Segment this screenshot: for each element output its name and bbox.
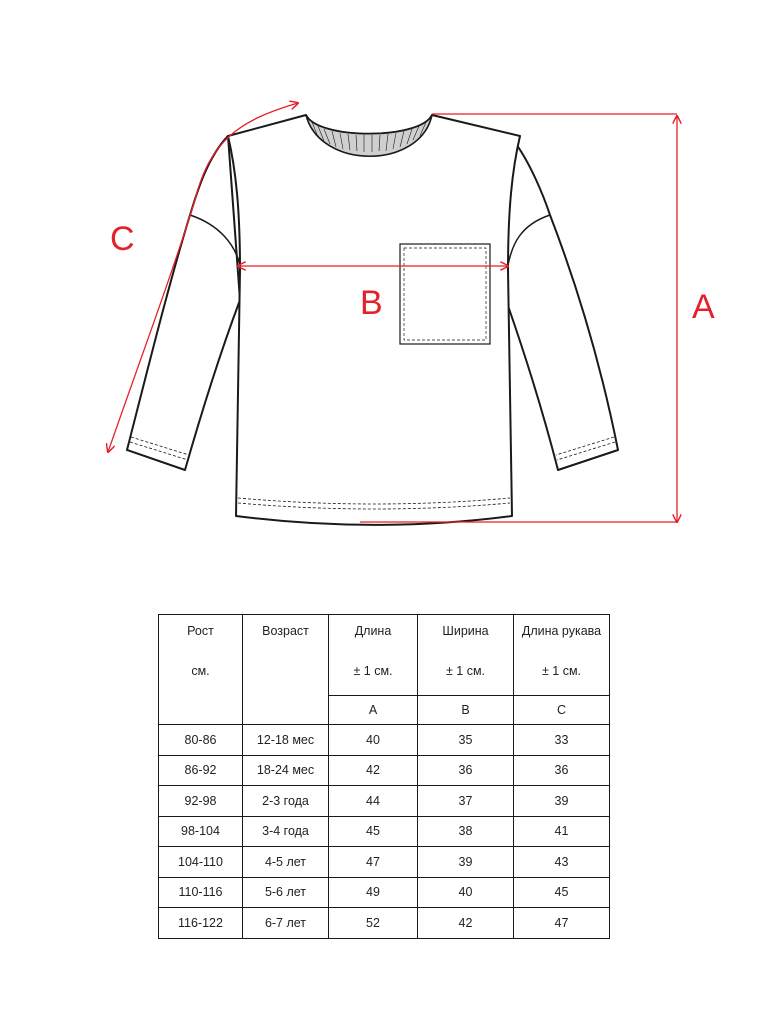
cell-width: 42 [418,908,514,939]
header-length: Длина ± 1 см. [329,615,418,696]
cell-sleeve: 39 [514,786,610,817]
dimension-a-label: A [692,288,715,326]
table-row [159,877,610,908]
cell-width: 37 [418,786,514,817]
cell-height: 116-122 [159,908,243,939]
cell-width: 38 [418,816,514,847]
cell-sleeve: 33 [514,725,610,756]
header-width: Ширина ± 1 см. [418,615,514,696]
table-header-row [159,615,610,696]
cell-length: 45 [329,816,418,847]
cell-height: 92-98 [159,786,243,817]
right-sleeve [506,136,618,470]
cell-length: 40 [329,725,418,756]
table-row [159,786,610,817]
dimension-b-label: B [360,284,383,322]
size-table [158,614,610,939]
cell-height: 98-104 [159,816,243,847]
letter-sleeve: C [514,696,610,725]
cell-length: 44 [329,786,418,817]
cell-length: 42 [329,755,418,786]
cell-age: 18-24 мес [243,755,329,786]
left-sleeve [127,136,240,470]
cell-age: 2-3 года [243,786,329,817]
cell-length: 49 [329,877,418,908]
header-age: Возраст [243,615,329,725]
cell-sleeve: 43 [514,847,610,878]
cell-age: 5-6 лет [243,877,329,908]
cell-sleeve: 45 [514,877,610,908]
cell-width: 36 [418,755,514,786]
dimension-c-label: C [110,220,135,258]
cell-height: 86-92 [159,755,243,786]
cell-age: 3-4 года [243,816,329,847]
letter-length: A [329,696,418,725]
header-height: Рост см. [159,615,243,725]
cell-age: 4-5 лет [243,847,329,878]
cell-height: 104-110 [159,847,243,878]
table-row [159,847,610,878]
table-row [159,755,610,786]
cell-length: 47 [329,847,418,878]
cell-age: 6-7 лет [243,908,329,939]
table-row [159,908,610,939]
chest-pocket [400,244,490,344]
cell-length: 52 [329,908,418,939]
cell-sleeve: 47 [514,908,610,939]
cell-width: 40 [418,877,514,908]
cell-sleeve: 41 [514,816,610,847]
cell-width: 39 [418,847,514,878]
cell-sleeve: 36 [514,755,610,786]
cell-height: 80-86 [159,725,243,756]
cell-age: 12-18 мес [243,725,329,756]
header-sleeve: Длина рукава ± 1 см. [514,615,610,696]
table-row [159,816,610,847]
cell-height: 110-116 [159,877,243,908]
table-row [159,725,610,756]
cell-width: 35 [418,725,514,756]
letter-width: B [418,696,514,725]
